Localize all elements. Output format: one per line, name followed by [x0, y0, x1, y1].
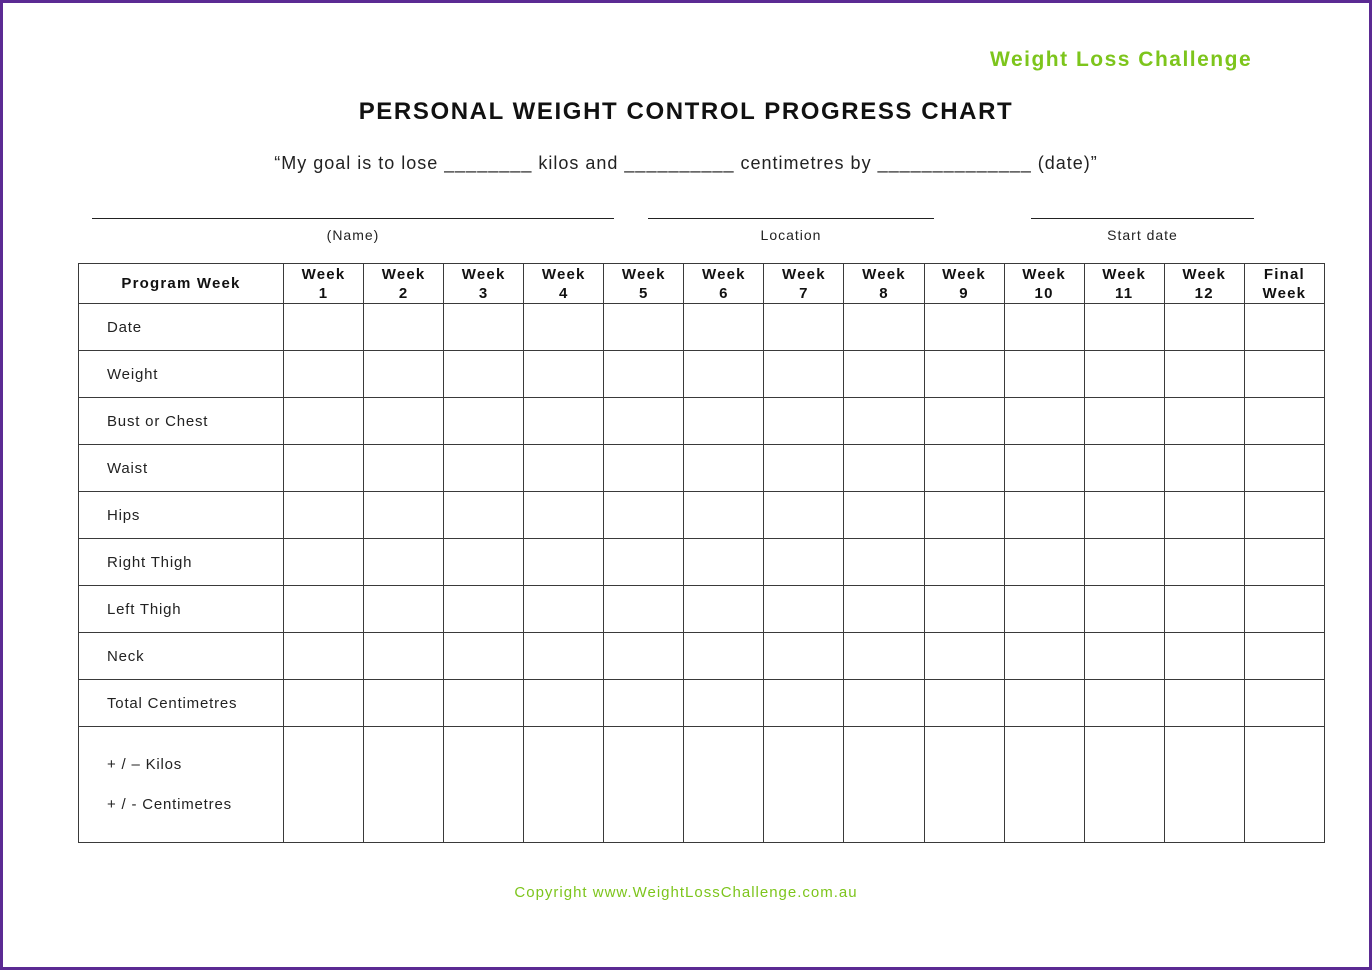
entry-cell[interactable]	[1004, 539, 1084, 586]
entry-cell[interactable]	[1004, 492, 1084, 539]
entry-cell[interactable]	[604, 680, 684, 727]
entry-cell[interactable]	[1244, 398, 1324, 445]
entry-cell[interactable]	[1004, 680, 1084, 727]
week-header-bottom: 9	[959, 284, 969, 302]
entry-cell[interactable]	[764, 445, 844, 492]
entry-cell[interactable]	[764, 680, 844, 727]
entry-cell[interactable]	[764, 727, 844, 843]
entry-cell[interactable]	[924, 398, 1004, 445]
name-field	[92, 204, 614, 243]
entry-cell[interactable]	[284, 398, 364, 445]
entry-cell[interactable]	[364, 586, 444, 633]
entry-cell[interactable]	[844, 351, 924, 398]
row-label: Neck	[79, 633, 284, 680]
entry-cell[interactable]	[524, 680, 604, 727]
entry-cell[interactable]	[284, 727, 364, 843]
week-header-bottom: 4	[558, 284, 569, 302]
entry-cell[interactable]	[1084, 633, 1164, 680]
entry-cell[interactable]	[1164, 586, 1244, 633]
week-header-top: Week	[541, 265, 586, 283]
entry-cell[interactable]	[1164, 492, 1244, 539]
entry-cell[interactable]	[844, 445, 924, 492]
entry-cell[interactable]	[844, 492, 924, 539]
entry-cell[interactable]	[844, 586, 924, 633]
change-label: + / – Kilos	[107, 755, 183, 773]
copyright-text: Copyright www.WeightLossChallenge.com.au	[514, 884, 858, 901]
entry-cell[interactable]	[924, 304, 1004, 351]
entry-cell[interactable]	[844, 727, 924, 843]
entry-cell[interactable]	[1244, 304, 1324, 351]
entry-cell[interactable]	[1084, 492, 1164, 539]
entry-cell[interactable]	[1244, 586, 1324, 633]
entry-cell[interactable]	[364, 492, 444, 539]
week-header-top: Final	[1263, 265, 1305, 283]
week-header-bottom: 8	[879, 284, 889, 302]
goal-statement: “My goal is to lose ________ kilos and __________ centimetres by ______________ (date)”	[274, 153, 1098, 173]
entry-cell[interactable]	[764, 304, 844, 351]
entry-cell[interactable]	[604, 492, 684, 539]
entry-cell[interactable]	[684, 539, 764, 586]
week-header	[1004, 264, 1084, 304]
week-header	[764, 264, 844, 304]
entry-cell[interactable]	[444, 539, 524, 586]
week-header-top: Week	[782, 265, 826, 283]
week-header-bottom: 2	[398, 284, 409, 302]
entry-cell[interactable]	[284, 586, 364, 633]
entry-cell[interactable]	[924, 633, 1004, 680]
entry-cell[interactable]	[1004, 633, 1084, 680]
table-row	[79, 492, 1325, 539]
entry-cell[interactable]	[444, 680, 524, 727]
entry-cell[interactable]	[444, 586, 524, 633]
entry-cell[interactable]	[284, 680, 364, 727]
entry-cell[interactable]	[684, 492, 764, 539]
entry-cell[interactable]	[524, 633, 604, 680]
row-label: Bust or Chest	[79, 398, 284, 445]
entry-cell[interactable]	[764, 398, 844, 445]
week-header	[1244, 264, 1324, 304]
row-label: Right Thigh	[79, 539, 284, 586]
entry-cell[interactable]	[684, 680, 764, 727]
entry-cell[interactable]	[524, 586, 604, 633]
change-label: + / - Centimetres	[107, 795, 232, 813]
week-header	[524, 264, 604, 304]
week-header-bottom: 7	[799, 284, 809, 302]
page-title: PERSONAL WEIGHT CONTROL PROGRESS CHART	[358, 98, 1014, 125]
table-row	[79, 633, 1325, 680]
brand-title: Weight Loss Challenge	[990, 48, 1253, 71]
entry-cell[interactable]	[524, 304, 604, 351]
entry-cell[interactable]	[1084, 680, 1164, 727]
entry-cell[interactable]	[284, 539, 364, 586]
entry-cell[interactable]	[844, 304, 924, 351]
name-label: (Name)	[326, 227, 380, 243]
entry-cell[interactable]	[1164, 680, 1244, 727]
start-date-line	[1031, 204, 1254, 219]
entry-cell[interactable]	[1164, 445, 1244, 492]
entry-cell[interactable]	[1164, 727, 1244, 843]
week-header-top: Week	[621, 265, 666, 283]
entry-cell[interactable]	[1164, 351, 1244, 398]
row-label: Total Centimetres	[79, 680, 284, 727]
table-row-change	[79, 727, 1325, 843]
entry-cell[interactable]	[1244, 492, 1324, 539]
entry-cell[interactable]	[1244, 539, 1324, 586]
entry-cell[interactable]	[1084, 304, 1164, 351]
entry-cell[interactable]	[764, 351, 844, 398]
entry-cell[interactable]	[1164, 633, 1244, 680]
entry-cell[interactable]	[844, 539, 924, 586]
entry-cell[interactable]	[364, 351, 444, 398]
row-label: Date	[79, 304, 284, 351]
week-header	[604, 264, 684, 304]
week-header-bottom: 3	[478, 284, 489, 302]
entry-cell[interactable]	[1084, 727, 1164, 843]
entry-cell[interactable]	[524, 398, 604, 445]
week-header	[284, 264, 364, 304]
week-header-top: Week	[862, 265, 906, 283]
entry-cell[interactable]	[444, 445, 524, 492]
entry-cell[interactable]	[524, 727, 604, 843]
week-header-top: Week	[301, 265, 346, 283]
row-label: Weight	[79, 351, 284, 398]
week-header-top: Week	[461, 265, 506, 283]
start-date-field	[1031, 204, 1254, 243]
table-header-row	[79, 264, 1325, 304]
week-header	[444, 264, 524, 304]
entry-cell[interactable]	[1084, 586, 1164, 633]
entry-cell[interactable]	[1164, 539, 1244, 586]
entry-cell[interactable]	[444, 304, 524, 351]
table-row	[79, 586, 1325, 633]
week-header-top: Week	[942, 265, 986, 283]
entry-cell[interactable]	[924, 492, 1004, 539]
entry-cell[interactable]	[444, 398, 524, 445]
entry-cell[interactable]	[524, 539, 604, 586]
entry-cell[interactable]	[284, 304, 364, 351]
entry-cell[interactable]	[1244, 351, 1324, 398]
week-header-top: Week	[701, 265, 746, 283]
entry-cell[interactable]	[364, 680, 444, 727]
entry-cell[interactable]	[924, 586, 1004, 633]
entry-cell[interactable]	[524, 492, 604, 539]
entry-cell[interactable]	[764, 633, 844, 680]
row-label: Left Thigh	[79, 586, 284, 633]
entry-cell[interactable]	[924, 351, 1004, 398]
entry-cell[interactable]	[1004, 398, 1084, 445]
entry-cell[interactable]	[604, 304, 684, 351]
entry-cell[interactable]	[284, 351, 364, 398]
table-row	[79, 351, 1325, 398]
entry-cell[interactable]	[1244, 445, 1324, 492]
entry-cell[interactable]	[1084, 351, 1164, 398]
week-header-top: Week	[381, 265, 426, 283]
entry-cell[interactable]	[924, 680, 1004, 727]
entry-cell[interactable]	[1244, 633, 1324, 680]
entry-cell[interactable]	[684, 586, 764, 633]
location-label: Location	[760, 227, 822, 243]
week-header-bottom: 1	[318, 284, 329, 302]
week-header	[844, 264, 924, 304]
table-row	[79, 398, 1325, 445]
week-header	[364, 264, 444, 304]
week-header-top: Week	[1182, 265, 1227, 283]
entry-cell[interactable]	[844, 633, 924, 680]
entry-cell[interactable]	[684, 351, 764, 398]
entry-cell[interactable]	[1164, 398, 1244, 445]
entry-cell[interactable]	[764, 539, 844, 586]
entry-cell[interactable]	[924, 445, 1004, 492]
name-line	[92, 204, 614, 219]
entry-cell[interactable]	[684, 445, 764, 492]
program-week-header: Program Week	[79, 264, 284, 304]
entry-cell[interactable]	[364, 539, 444, 586]
row-label-change	[79, 727, 284, 843]
entry-cell[interactable]	[284, 492, 364, 539]
entry-cell[interactable]	[444, 633, 524, 680]
entry-cell[interactable]	[1084, 539, 1164, 586]
entry-cell[interactable]	[1004, 304, 1084, 351]
entry-cell[interactable]	[444, 727, 524, 843]
entry-cell[interactable]	[1004, 445, 1084, 492]
week-header-bottom: Week	[1262, 284, 1307, 302]
entry-cell[interactable]	[604, 633, 684, 680]
entry-cell[interactable]	[364, 445, 444, 492]
table-row	[79, 680, 1325, 727]
entry-cell[interactable]	[844, 680, 924, 727]
entry-cell[interactable]	[764, 586, 844, 633]
week-header	[1084, 264, 1164, 304]
entry-cell[interactable]	[524, 445, 604, 492]
entry-cell[interactable]	[684, 304, 764, 351]
week-header	[924, 264, 1004, 304]
entry-cell[interactable]	[684, 727, 764, 843]
entry-cell[interactable]	[524, 351, 604, 398]
entry-cell[interactable]	[604, 351, 684, 398]
table-body	[79, 304, 1325, 843]
entry-cell[interactable]	[444, 351, 524, 398]
week-header-top: Week	[1022, 265, 1066, 283]
entry-cell[interactable]	[364, 633, 444, 680]
entry-cell[interactable]	[684, 398, 764, 445]
entry-cell[interactable]	[604, 398, 684, 445]
entry-cell[interactable]	[1004, 727, 1084, 843]
entry-cell[interactable]	[364, 398, 444, 445]
week-header-bottom: 5	[639, 284, 649, 302]
progress-table	[78, 263, 1325, 843]
table-row	[79, 445, 1325, 492]
entry-cell[interactable]	[364, 304, 444, 351]
entry-cell[interactable]	[1244, 680, 1324, 727]
week-header-bottom: 10	[1034, 284, 1054, 302]
table-row	[79, 304, 1325, 351]
entry-cell[interactable]	[1004, 351, 1084, 398]
entry-cell[interactable]	[364, 727, 444, 843]
entry-cell[interactable]	[764, 492, 844, 539]
location-line	[648, 204, 934, 219]
entry-cell[interactable]	[1004, 586, 1084, 633]
entry-cell[interactable]	[1164, 304, 1244, 351]
entry-cell[interactable]	[924, 727, 1004, 843]
entry-cell[interactable]	[284, 633, 364, 680]
entry-cell[interactable]	[1244, 727, 1324, 843]
week-header-top: Week	[1102, 265, 1147, 283]
week-header-bottom: 11	[1115, 284, 1134, 302]
entry-cell[interactable]	[1084, 445, 1164, 492]
week-header-bottom: 6	[719, 284, 729, 302]
entry-cell[interactable]	[604, 727, 684, 843]
location-field	[648, 204, 934, 243]
entry-cell[interactable]	[604, 586, 684, 633]
week-header	[684, 264, 764, 304]
week-header	[1164, 264, 1244, 304]
entry-cell[interactable]	[1084, 398, 1164, 445]
entry-cell[interactable]	[604, 539, 684, 586]
start-date-label: Start date	[1107, 227, 1178, 243]
week-header-bottom: 12	[1194, 284, 1214, 302]
entry-cell[interactable]	[684, 633, 764, 680]
table-row	[79, 539, 1325, 586]
entry-cell[interactable]	[924, 539, 1004, 586]
entry-cell[interactable]	[604, 445, 684, 492]
row-label: Waist	[79, 445, 284, 492]
entry-cell[interactable]	[284, 445, 364, 492]
entry-cell[interactable]	[844, 398, 924, 445]
row-label: Hips	[79, 492, 284, 539]
entry-cell[interactable]	[444, 492, 524, 539]
